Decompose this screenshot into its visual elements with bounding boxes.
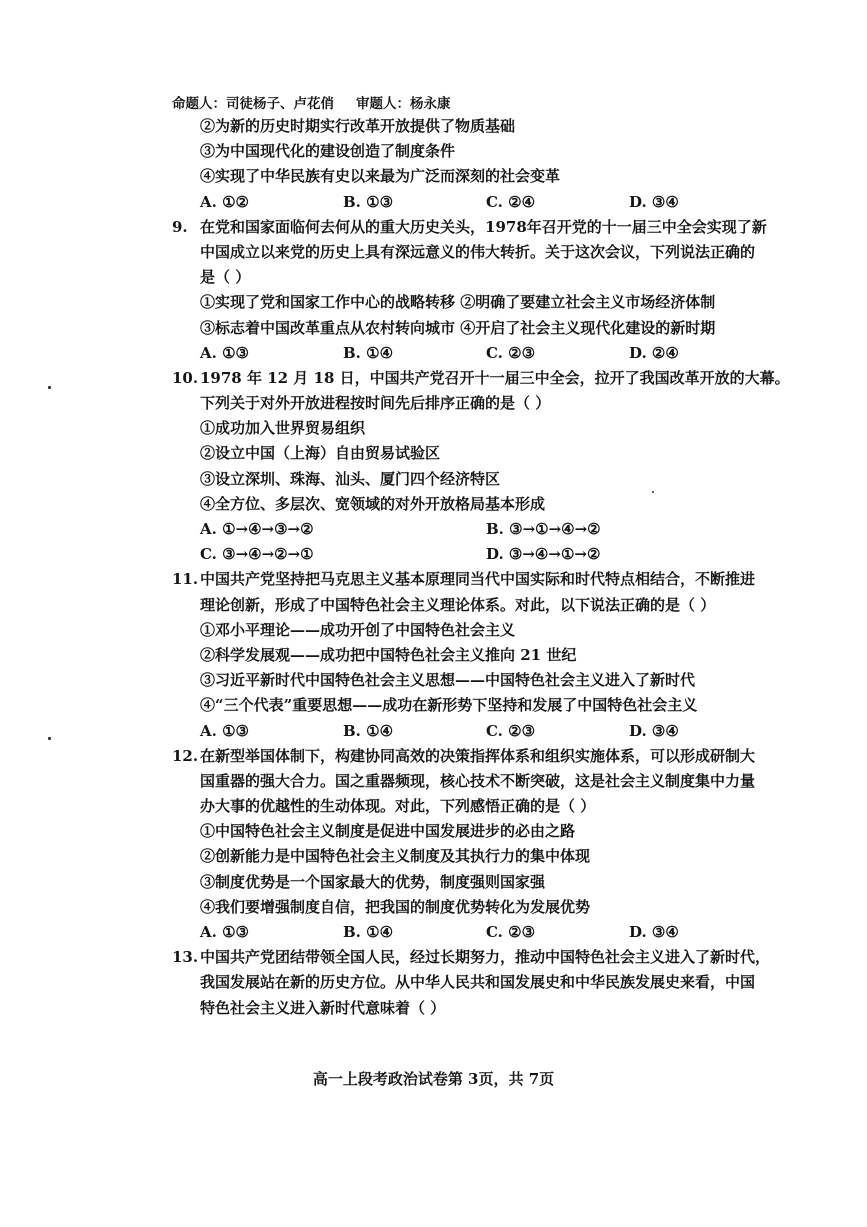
question-8-tail [172, 114, 772, 215]
answer-options [172, 341, 772, 366]
option-a: A. ①③ [200, 923, 249, 941]
question-stem: 下列关于对外开放进程按时间先后排序正确的是（ ） [200, 394, 551, 413]
option-b: B. ①③ [343, 192, 394, 211]
option-a: A. ①③ [200, 721, 249, 740]
option-d: D. ③④ [629, 923, 679, 941]
question-stem: 在党和国家面临何去何从的重大历史关头，1978年召开党的十一届三中全会实现了新 [200, 217, 767, 236]
statement: ③习近平新时代中国特色社会主义思想——中国特色社会主义进入了新时代 [200, 671, 696, 690]
question-11 [172, 567, 772, 743]
option-d: D. ③④ [629, 192, 679, 211]
statement: ①邓小平理论——成功开创了中国特色社会主义 [200, 620, 516, 639]
statement: ③设立深圳、珠海、汕头、厦门四个经济特区 [200, 469, 501, 488]
question-9 [172, 215, 772, 366]
question-number: 9. [172, 217, 188, 236]
question-number: 10. [172, 368, 199, 387]
answer-options [172, 190, 772, 215]
question-stem: 理论创新，形成了中国特色社会主义理论体系。对此，以下说法正确的是（ ） [200, 595, 716, 614]
answer-options [172, 517, 772, 542]
statement: ②科学发展观——成功把中国特色社会主义推向 21 世纪 [200, 645, 577, 664]
option-c: C. ③→④→②→① [200, 545, 314, 564]
option-a: A. ①→④→③→② [200, 520, 314, 538]
answer-options [172, 719, 772, 744]
question-stem: 国重器的强大合力。国之重器频现，核心技术不断突破，这是社会主义制度集中力量 [200, 771, 756, 790]
question-12 [172, 744, 772, 946]
question-10 [172, 366, 790, 568]
header-reviewer: 审题人：杨永康 [356, 96, 451, 112]
statement: ③为中国现代化的建设创造了制度条件 [200, 142, 456, 161]
option-b: B. ③→①→④→② [486, 520, 601, 538]
question-stem: 1978 年 12 月 18 日，中国共产党召开十一届三中全会，拉开了我国改革开放的大幕。 [200, 368, 790, 387]
statement: ④全方位、多层次、宽领域的对外开放格局基本形成 [200, 494, 546, 513]
scan-speck [48, 737, 51, 740]
statement: ④实现了中华民族有史以来最为广泛而深刻的社会变革 [200, 167, 561, 186]
option-a: A. ①③ [200, 343, 249, 362]
question-stem: 办大事的优越性的生动体现。对此，下列感悟正确的是（ ） [200, 797, 596, 816]
scan-speck [48, 386, 51, 389]
option-d: D. ②④ [629, 343, 679, 362]
question-stem: 是（ ） [200, 268, 251, 287]
question-stem: 特色社会主义进入新时代意味着（ ） [200, 998, 446, 1017]
question-stem: 在新型举国体制下，构建协同高效的决策指挥体系和组织实施体系，可以形成研制大 [200, 746, 756, 765]
option-d: D. ③④ [629, 721, 679, 740]
exam-header [172, 92, 451, 112]
statement: ①中国特色社会主义制度是促进中国发展进步的必由之路 [200, 822, 576, 841]
answer-options [172, 920, 772, 945]
scan-speck [652, 491, 654, 493]
statement: ②创新能力是中国特色社会主义制度及其执行力的集中体现 [200, 847, 591, 866]
question-stem: 中国共产党团结带领全国人民，经过长期努力，推动中国特色社会主义进入了新时代， [200, 948, 771, 967]
statement: ④“三个代表”重要思想——成功在新形势下坚持和发展了中国特色社会主义 [200, 696, 698, 715]
statement: ③制度优势是一个国家最大的优势，制度强则国家强 [200, 872, 546, 891]
page-footer: 高一上段考政治试卷第 3页，共 7页 [312, 1070, 555, 1088]
statement: ①成功加入世界贸易组织 [200, 419, 366, 438]
questions-body [172, 114, 790, 1021]
header-authors: 命题人：司徒杨子、卢花俏 [172, 96, 334, 112]
answer-options [172, 542, 772, 567]
option-b: B. ①④ [343, 721, 394, 740]
question-stem: 我国发展站在新的历史方位。从中华人民共和国发展史和中华民族发展史来看，中国 [200, 973, 756, 992]
statement: ①实现了党和国家工作中心的战略转移 ②明确了要建立社会主义市场经济体制 [200, 293, 716, 312]
option-c: C. ②③ [486, 923, 536, 941]
question-13 [172, 945, 772, 1021]
question-number: 11. [172, 570, 199, 589]
statement: ④我们要增强制度自信，把我国的制度优势转化为发展优势 [200, 897, 591, 916]
statement: ③标志着中国改革重点从农村转向城市 ④开启了社会主义现代化建设的新时期 [200, 318, 716, 337]
statement: ②为新的历史时期实行改革开放提供了物质基础 [200, 117, 516, 135]
option-b: B. ①④ [343, 343, 394, 362]
option-b: B. ①④ [343, 923, 394, 941]
statement: ②设立中国（上海）自由贸易试验区 [200, 444, 441, 463]
option-a: A. ①② [200, 192, 249, 211]
option-c: C. ②③ [486, 343, 536, 362]
option-c: C. ②③ [486, 721, 536, 740]
option-d: D. ③→④→①→② [486, 545, 601, 564]
question-number: 12. [172, 746, 199, 765]
question-stem: 中国共产党坚持把马克思主义基本原理同当代中国实际和时代特点相结合，不断推进 [200, 570, 756, 589]
question-number: 13. [172, 948, 199, 967]
option-c: C. ②④ [486, 192, 536, 211]
question-stem: 中国成立以来党的历史上具有深远意义的伟大转折。关于这次会议，下列说法正确的 [200, 242, 756, 261]
